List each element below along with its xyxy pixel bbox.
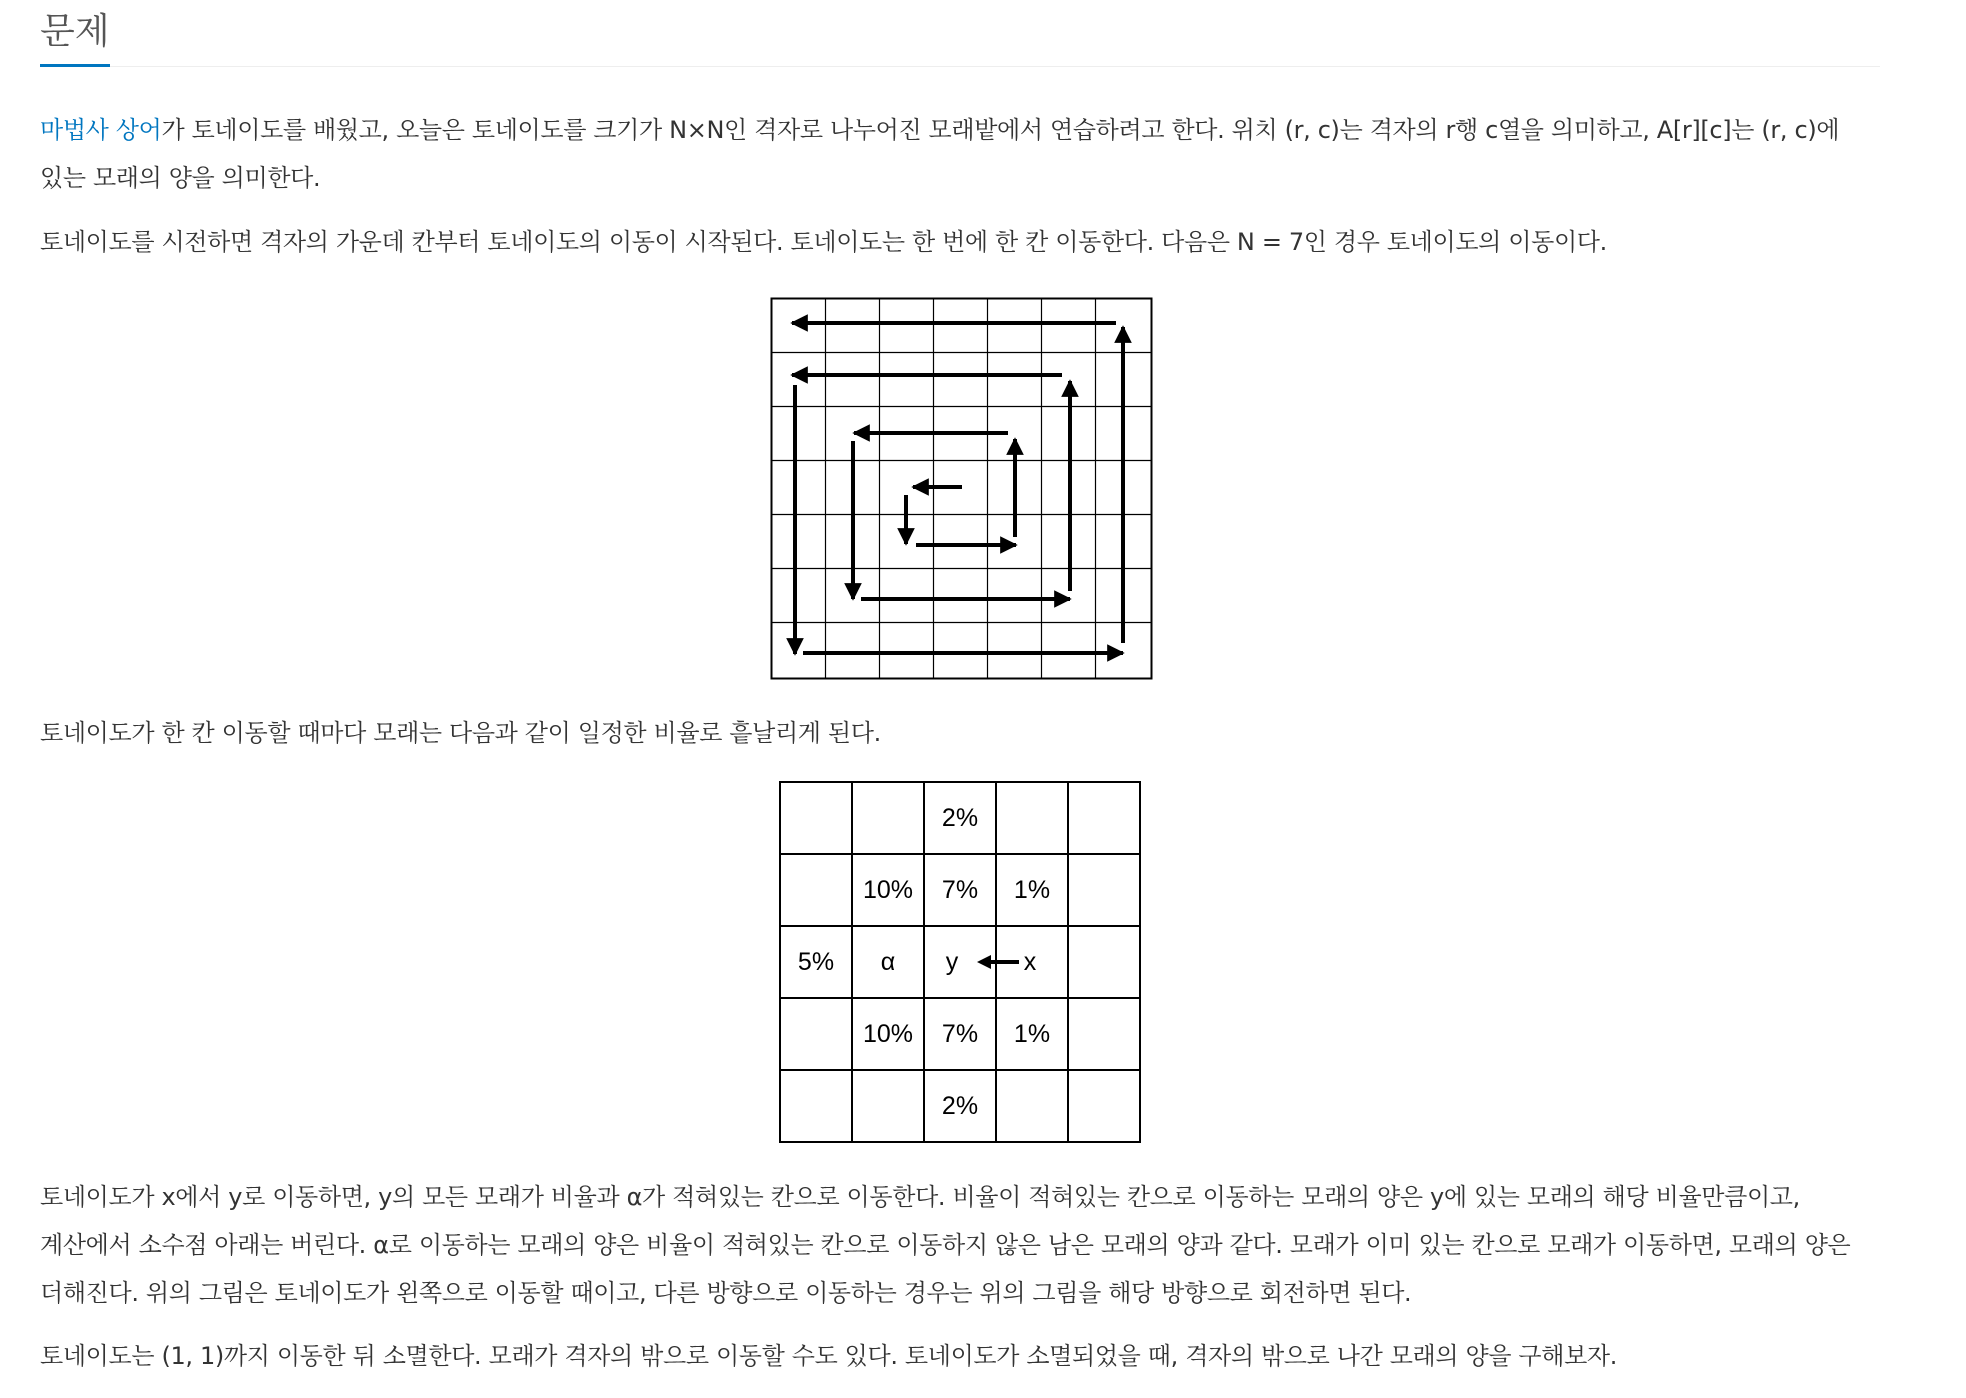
ratio-cell: 1% — [996, 854, 1068, 926]
ratio-cell: 7% — [924, 998, 996, 1070]
ratio-row — [780, 782, 1140, 854]
cell-y-label: y — [945, 947, 959, 976]
ratio-cell: 2% — [924, 782, 996, 854]
ratio-cell: 1% — [996, 998, 1068, 1070]
ratio-row — [780, 998, 1140, 1070]
magician-shark-link[interactable]: 마법사 상어 — [40, 116, 162, 144]
ratio-cell — [780, 998, 852, 1070]
paragraph-tornado-start: 토네이도를 시전하면 격자의 가운데 칸부터 토네이도의 이동이 시작된다. 토네이도는 한 번에 한 칸 이동한다. 다음은 N = 7인 경우 토네이도의 이동이다. — [40, 228, 1607, 256]
ratio-cell: 7% — [924, 854, 996, 926]
ratio-cell: 10% — [852, 854, 924, 926]
ratio-cell — [1068, 1070, 1140, 1142]
ratio-cell — [780, 782, 852, 854]
left-arrow-icon — [975, 954, 1021, 970]
sand-ratio-table — [779, 781, 1141, 1143]
ratio-row — [780, 854, 1140, 926]
section-header — [40, 0, 1880, 67]
ratio-row — [780, 926, 1140, 998]
ratio-cell — [1068, 998, 1140, 1070]
ratio-cell — [1068, 782, 1140, 854]
ratio-cell: α — [852, 926, 924, 998]
ratio-cell — [852, 1070, 924, 1142]
ratio-cell: 5% — [780, 926, 852, 998]
paragraph-intro-text: 가 토네이도를 배웠고, 오늘은 토네이도를 크기가 N×N인 격자로 나누어진 모래밭에서 연습하려고 한다. 위치 (r, c)는 격자의 r행 c열을 의미하고, A[r][c]는 (r, c)에 있는 모래의 양을 의미한다. — [40, 116, 1840, 192]
ratio-cell — [996, 1070, 1068, 1142]
ratio-row — [780, 1070, 1140, 1142]
ratio-cell — [852, 782, 924, 854]
ratio-cell — [1068, 854, 1140, 926]
ratio-cell: 2% — [924, 1070, 996, 1142]
ratio-cell — [780, 1070, 852, 1142]
spiral-path-arrows — [792, 323, 1123, 654]
ratio-cell-y — [924, 926, 996, 998]
ratio-cell — [1068, 926, 1140, 998]
paragraph-intro — [40, 106, 1880, 202]
ratio-cell — [780, 854, 852, 926]
paragraph-sand-ratio: 토네이도가 한 칸 이동할 때마다 모래는 다음과 같이 일정한 비율로 흩날리게 된다. — [40, 719, 881, 747]
ratio-cell — [996, 782, 1068, 854]
section-title: 문제 — [40, 8, 110, 67]
tornado-spiral-figure — [770, 297, 1153, 680]
paragraph-movement-rules: 토네이도가 x에서 y로 이동하면, y의 모든 모래가 비율과 α가 적혀있는 칸으로 이동한다. 비율이 적혀있는 칸으로 이동하는 모래의 양은 y에 있는 모래의 해당 비율만큼이고, 계산에서 소수점 아래는 버린다. α로 이동하는 모래의 양은 비율이 적혀있는 칸으로 이동하지 않은 남은 모래의 양과 같다. 모래가 이미 있는 칸으로 모래가 이동하면, 모래의 양은 더해진다. 위의 그림은 토네이도가 왼쪽으로 이동할 때이고, 다른 방향으로 이동하는 경우는 위의 그림을 해당 방향으로 회전하면 된다. — [40, 1183, 1851, 1307]
paragraph-goal: 토네이도는 (1, 1)까지 이동한 뒤 소멸한다. 모래가 격자의 밖으로 이동할 수도 있다. 토네이도가 소멸되었을 때, 격자의 밖으로 나간 모래의 양을 구해보자. — [40, 1342, 1618, 1370]
cell-x-label: x — [1023, 947, 1037, 976]
ratio-cell: 10% — [852, 998, 924, 1070]
